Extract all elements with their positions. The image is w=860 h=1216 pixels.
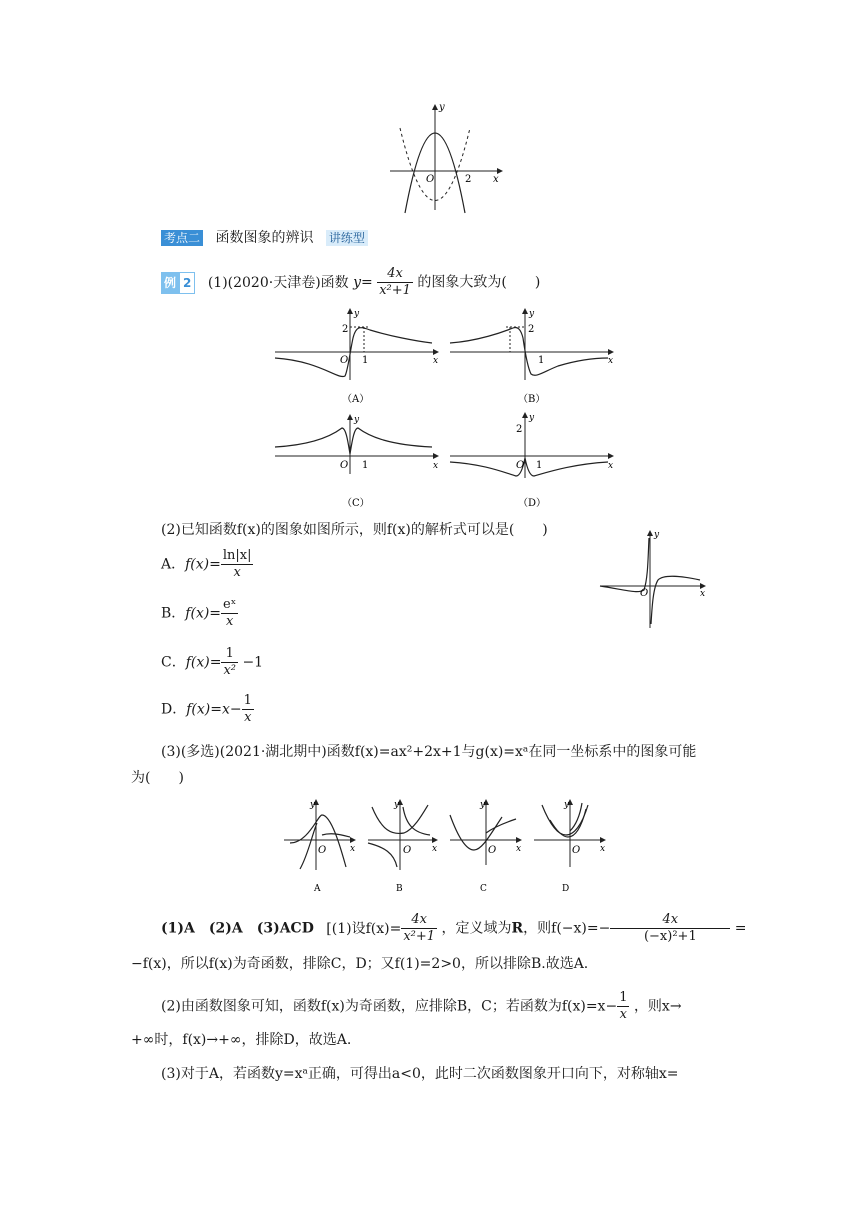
q3-label-b: B [396,884,403,894]
q2-graph [596,528,714,632]
q3-graph-a [284,799,356,894]
svg-text:x: x [608,461,614,471]
y-arrow-icon [432,104,438,110]
graph-b-label: （B） [518,394,546,405]
q3-stem-line1: (3)(多选)(2021·湖北期中)函数f(x)=ax²+2x+1与g(x)=xᵃ在同一坐标系中的图象可能 [161,744,697,760]
answer-p2-line2: +∞时，f(x)→+∞，排除D，故选A. [131,1032,352,1048]
q1-graphs [270,308,630,518]
svg-text:y: y [394,800,400,810]
example-label: 例 [161,272,179,294]
svg-text:O: O [640,588,649,599]
q1-frac-num: 4x [377,266,413,283]
svg-text:y: y [310,800,316,810]
graph-d-label: （D） [518,498,547,509]
svg-text:1: 1 [362,355,369,366]
q2-option-a: A．f(x)= $\frac{\ln|x|}{x}$ [161,548,252,580]
q1-prefix: (1)(2020·天津卷)函数 [207,274,349,291]
graph-d [450,412,614,509]
q3-graph-c [450,799,522,894]
two-label: 2 [465,174,472,185]
svg-text:y: y [529,309,535,319]
section-header [161,228,368,248]
graph-c [275,414,439,509]
svg-text:y: y [564,800,570,810]
svg-text:2: 2 [342,324,349,335]
q3-graph-b [368,799,438,894]
svg-text:1: 1 [362,460,369,471]
q1-stem [161,266,540,299]
svg-text:O: O [318,845,327,856]
svg-text:y: y [654,530,660,540]
svg-text:x: x [600,844,606,854]
example-number: 2 [179,272,195,294]
graph-c-label: （C） [342,498,370,509]
svg-text:O: O [488,845,497,856]
top-parabola-figure [385,98,505,218]
q3-label-d: D [562,884,570,894]
svg-text:x: x [516,844,522,854]
svg-text:O: O [340,460,349,471]
svg-text:y: y [480,800,486,810]
svg-text:x: x [350,844,356,854]
q1-frac-den: x²+1 [379,283,411,298]
svg-text:x: x [700,589,706,599]
graph-a-label: （A） [342,394,370,405]
section-badge: 讲练型 [326,230,368,246]
svg-text:2: 2 [528,324,535,335]
q2-option-d: D．f(x)=x− $\frac{1}{x}$ [161,693,252,725]
q3-label-c: C [480,884,487,894]
q3-graphs [280,795,610,895]
q2-stem: (2)已知函数f(x)的图象如图所示，则f(x)的解析式可以是( ) [161,522,548,538]
q1-fraction [377,266,413,299]
q3-label-a: A [314,884,321,894]
svg-text:x: x [432,844,438,854]
section-title: 函数图象的辨识 [215,230,314,246]
graph-a [275,308,439,405]
y-label: y [439,102,445,113]
graph-b [450,308,614,405]
q3-graph-d [534,799,606,894]
x-label: x [493,174,499,185]
answer-p2-line1: (2)由函数图象可知，函数f(x)为奇函数，应排除B，C；若函数为f(x)=x− $\frac{1}{x}$ ，则x→ [161,990,682,1022]
q2-option-b: B．f(x)= $\frac{\text{eˣ}}{x}$ [161,597,237,629]
svg-text:1: 1 [536,460,543,471]
answer-p1-line2: −f(x)，所以f(x)为奇函数，排除C，D；又f(1)=2>0，所以排除B.故选A. [131,956,589,972]
answer-keys: (1)A (2)A (3)ACD [161,920,314,937]
svg-text:O: O [340,355,349,366]
svg-text:O: O [572,845,581,856]
svg-text:y: y [354,309,360,319]
svg-text:y: y [529,413,535,423]
svg-text:x: x [433,356,439,366]
svg-text:x: x [608,356,614,366]
svg-text:y: y [354,415,360,425]
svg-text:O: O [403,845,412,856]
q2-option-c: C．f(x)= $\frac{1}{\text{x²}}$ −1 [161,646,264,678]
answer-p1-line1: (1)A (2)A (3)ACD [(1)设f(x)= $\frac{4x}{\text{x²+1}}$ ，定义域为R，则f(−x)=− $\frac{4x}{\text{(−x)²+1}}$ = [161,912,747,944]
svg-text:O: O [516,460,525,471]
section-label: 考点二 [161,230,203,246]
svg-text:2: 2 [516,424,523,435]
q1-func-lhs: y= [353,274,373,291]
q3-stem-line2: 为( ) [131,770,184,786]
svg-text:1: 1 [538,355,545,366]
q1-suffix: 的图象大致为( ) [417,274,541,291]
svg-text:x: x [433,461,439,471]
origin-label: O [426,174,435,185]
answer-p3: (3)对于A，若函数y=xᵃ正确，可得出a<0，此时二次函数图象开口向下，对称轴x= [161,1066,679,1082]
